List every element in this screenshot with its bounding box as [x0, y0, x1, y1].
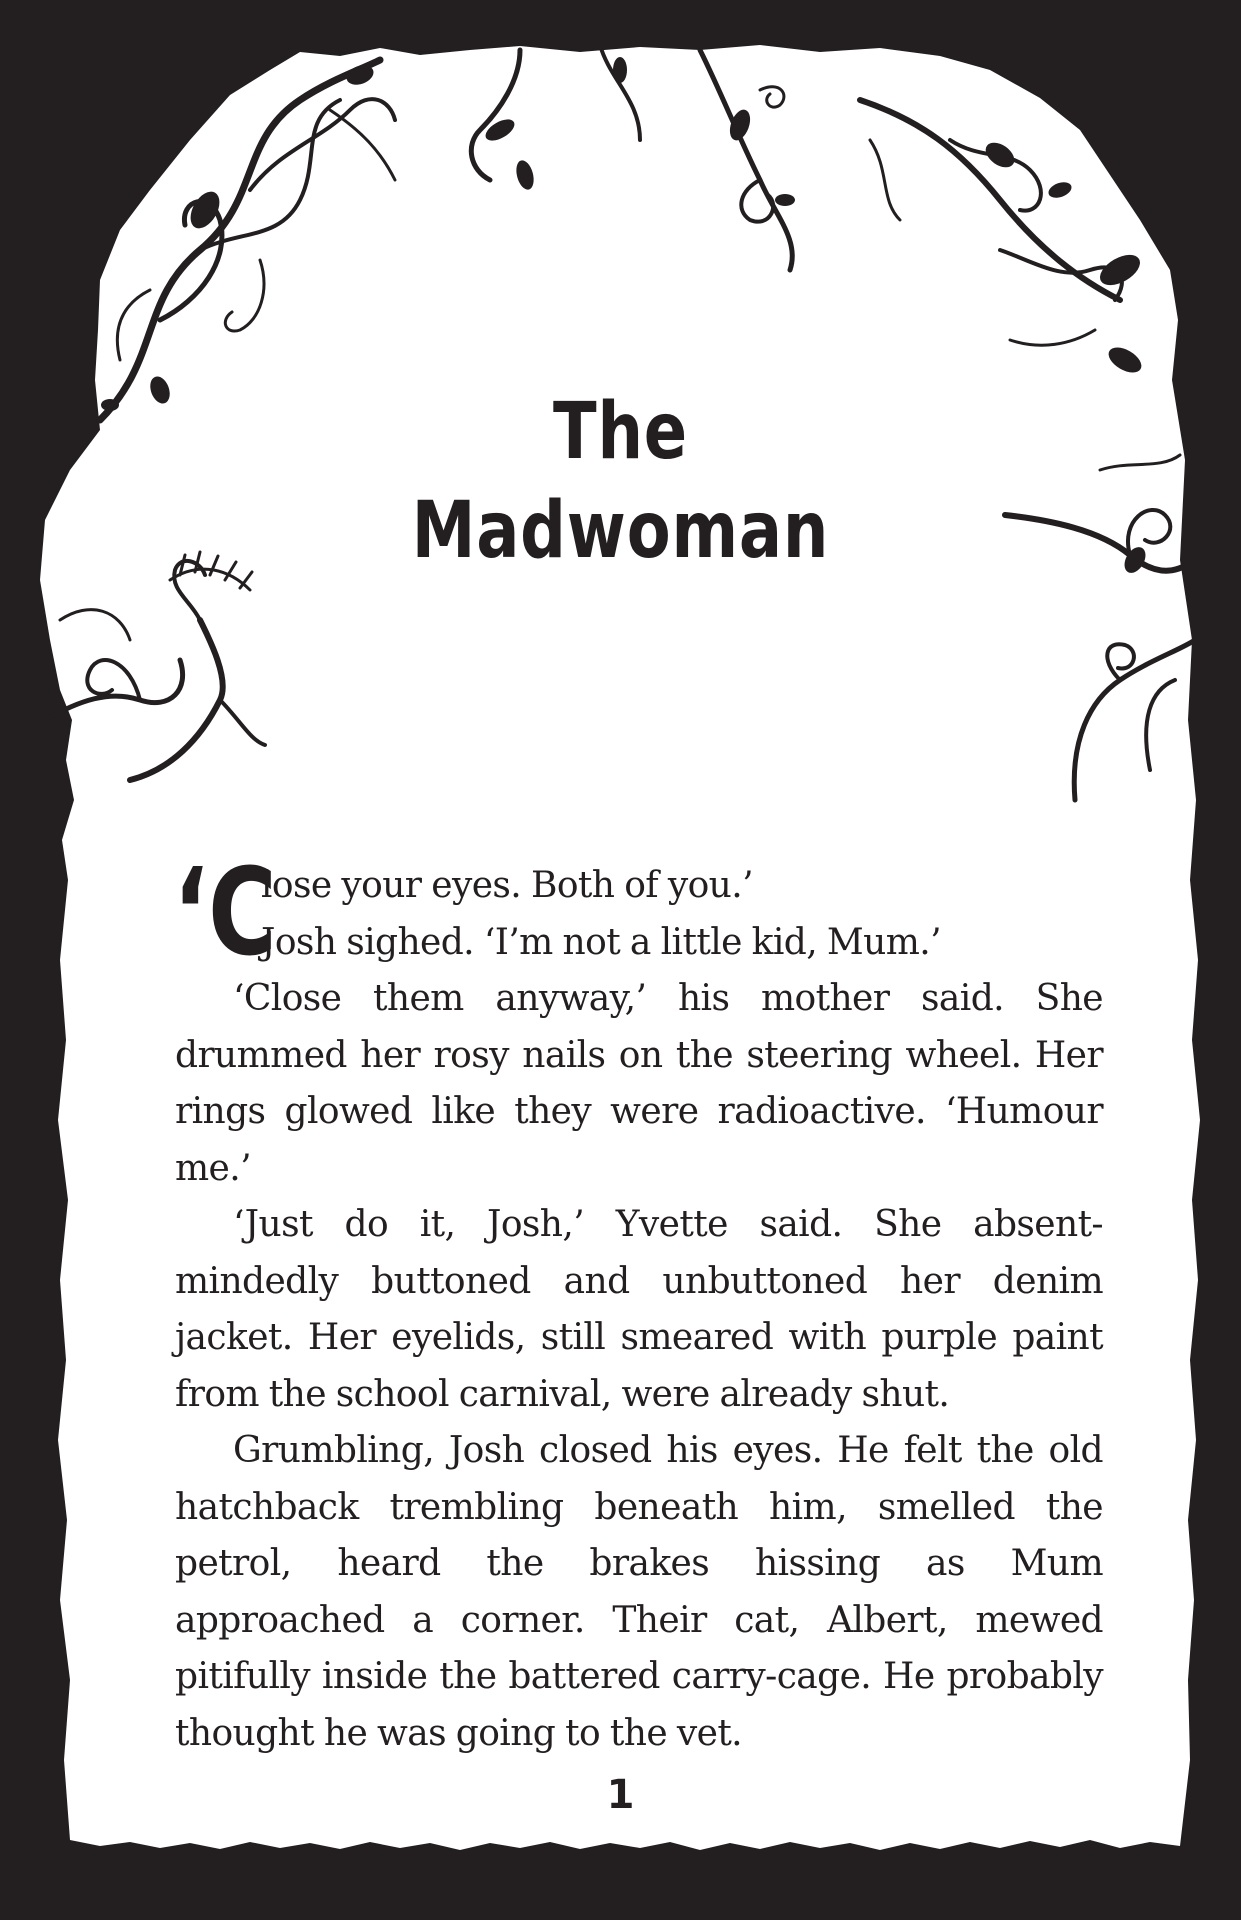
page-number: 1 [606, 1772, 635, 1818]
paragraph-2: Josh sighed. ‘I’m not a little kid, Mum.’ [261, 921, 941, 963]
chapter-title-line-1: The [552, 387, 688, 477]
chapter-title-line-2: Madwoman [411, 486, 830, 576]
paragraph-5: Grumbling, Josh closed his eyes. He felt the old hatchback trembling beneath him, smelled the petrol, heard the brakes hissing as Mum approached a corner. Their cat, Albert, mewed pitifully inside the battered carry-cage. He probably thought he was going to the vet. [175, 1430, 1103, 1754]
paragraph-3: ‘Close them anyway,’ his mother said. She drummed her rosy nails on the steering wheel. Her rings glowed like they were radioactive. ‘Humour me.’ [175, 978, 1103, 1189]
drop-cap: ‘C [173, 844, 277, 983]
chapter-body [173, 844, 1103, 1762]
paragraph-1-text: lose your eyes. Both of you.’ [261, 865, 753, 906]
paragraph-4: ‘Just do it, Josh,’ Yvette said. She absent-mindedly buttoned and unbuttoned her denim jacket. Her eyelids, still smeared with purple paint from the school carnival, were already shut. [175, 1204, 1103, 1415]
